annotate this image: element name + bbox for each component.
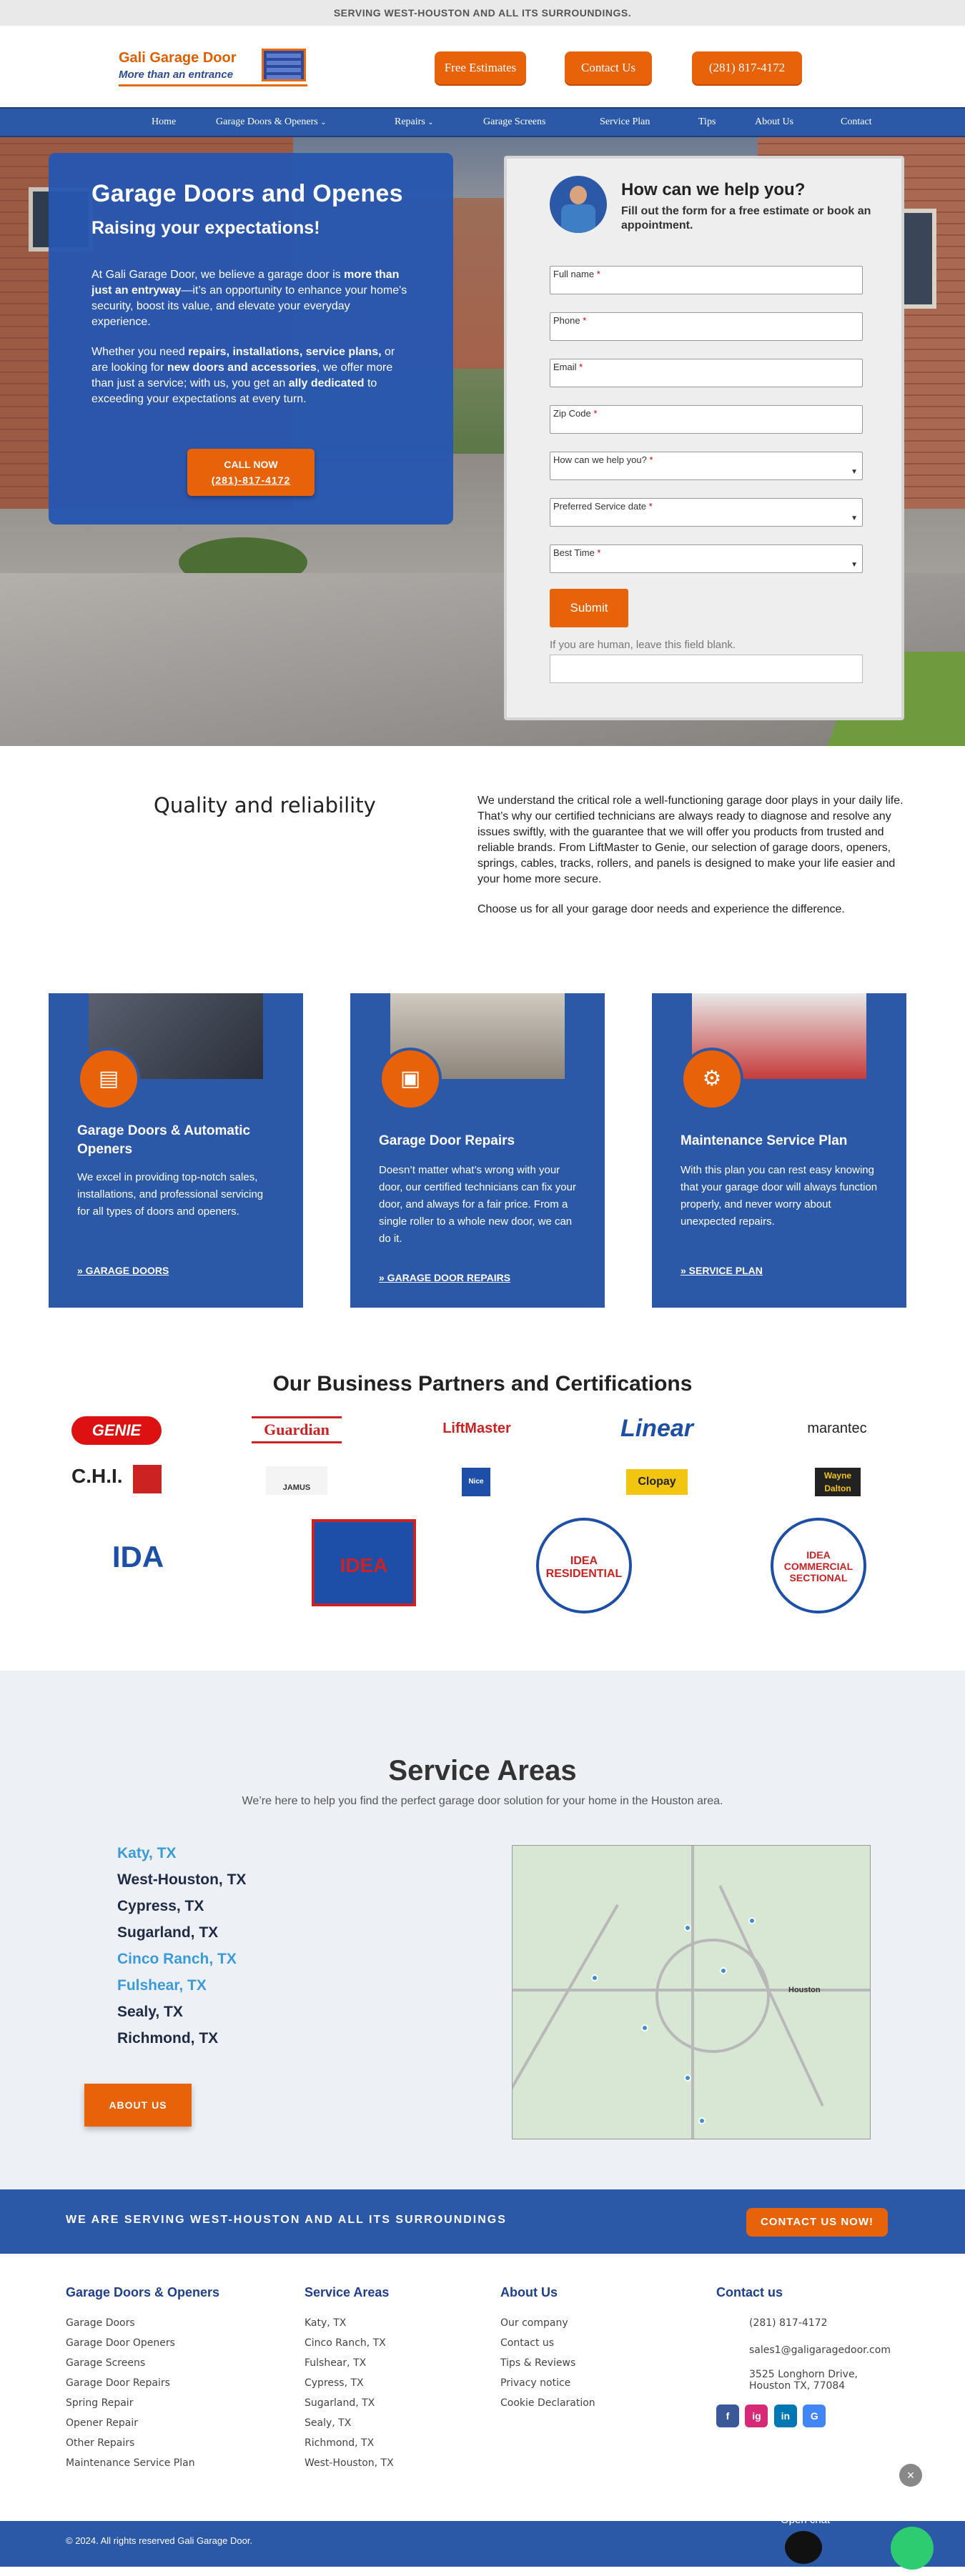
hero-subtitle: Raising your expectations! (91, 218, 320, 238)
wayne-dalton-logo: Wayne Dalton (815, 1468, 861, 1496)
map-pin[interactable] (698, 2117, 706, 2124)
quality-text (477, 793, 906, 917)
site-logo[interactable] (119, 46, 309, 91)
full-name-field[interactable] (550, 266, 863, 294)
field-label-text: Zip Code (553, 408, 591, 419)
footer-email[interactable]: sales1@galigaragedoor.com (749, 2344, 891, 2356)
clopay-logo: Clopay (626, 1469, 688, 1495)
required-mark: * (579, 362, 583, 372)
call-now-phone: (281)-817-4172 (211, 474, 291, 486)
service-date-select[interactable] (550, 498, 863, 527)
jamus-logo: JAMUS (266, 1466, 327, 1495)
service-card-title: Garage Doors & Automatic Openers (77, 1123, 251, 1157)
footer-link-list (66, 2313, 219, 2473)
service-area-item[interactable]: Sugarland, TX (117, 1924, 219, 1941)
serving-band (0, 2189, 965, 2254)
field-label (553, 408, 597, 419)
linear-logo: Linear (620, 1415, 694, 1442)
chevron-down-icon: ▼ (851, 561, 858, 569)
remote-icon: ▣ (379, 1048, 442, 1110)
hero-text-bold: ally dedicated (288, 377, 365, 389)
guardian-logo: Guardian (252, 1416, 342, 1443)
map-pin[interactable] (748, 1917, 756, 1924)
serving-band-text: WE ARE SERVING WEST-HOUSTON AND ALL ITS SURROUNDINGS (66, 2214, 507, 2226)
field-label-text: Email (553, 362, 577, 372)
hero-text: —it’s an opportunity to enhance your home's security, boost its value, and elevate your everyday experience. (91, 284, 407, 328)
footer-link[interactable]: Garage Door Openers (66, 2337, 175, 2349)
genie-logo: GENIE (71, 1416, 162, 1445)
field-label (553, 362, 583, 372)
quality-title: Quality and reliability (154, 793, 376, 817)
service-card-title: Garage Door Repairs (379, 1133, 515, 1148)
service-card-description: With this plan you can rest easy knowing that your garage door will always function properly, and never worry about unexpected repairs. (681, 1164, 878, 1228)
top-announcement-bar: SERVING WEST-HOUSTON AND ALL ITS SURROUNDINGS. (0, 0, 965, 26)
map-beltway (655, 1939, 770, 2053)
footer-col-title: Service Areas (305, 2285, 390, 2299)
nav-service-plan[interactable]: Service Plan (600, 116, 650, 127)
field-label (553, 454, 653, 465)
service-card (49, 993, 303, 1308)
form-title: How can we help you? (621, 180, 806, 199)
footer-phone[interactable]: (281) 817-4172 (749, 2317, 828, 2329)
marantec-logo: marantec (807, 1421, 867, 1436)
footer-link[interactable]: Garage Screens (66, 2357, 146, 2369)
map-pin[interactable] (684, 2074, 691, 2082)
call-now-label: CALL NOW (224, 459, 278, 470)
quality-paragraph: We understand the critical role a well-functioning garage door plays in your daily life. That’s why our certified technicians are always ready to diagnose and resolve any issues swiftly, with the guarantee that we will offer you products from trusted and reliable brands. From LiftMaster to Genie, our selection of garage doors, openers, springs, cables, tracks, rollers, and panels is designed to make your life easier and your home more secure. (477, 795, 904, 885)
field-label (553, 269, 600, 279)
footer-col-areas (305, 2285, 394, 2473)
open-chat-label: Open chat (781, 2514, 831, 2526)
hero-text-bold: repairs, installations, service plans, (188, 346, 382, 358)
garage-door-repairs-link[interactable]: » GARAGE DOOR REPAIRS (379, 1272, 511, 1283)
footer-col-title: Garage Doors & Openers (66, 2285, 220, 2299)
service-area-item[interactable]: Fulshear, TX (117, 1977, 207, 1994)
nav-garage-screens[interactable]: Garage Screens (483, 116, 546, 127)
hero-title: Garage Doors and Openes (91, 180, 403, 207)
required-mark: * (593, 408, 598, 419)
service-area-item[interactable]: Sealy, TX (117, 2004, 183, 2020)
gear-icon: ⚙ (681, 1048, 743, 1110)
call-now-button[interactable] (187, 449, 315, 496)
footer-link[interactable]: Our company (500, 2317, 568, 2329)
form-subtitle: Fill out the form for a free estimate or book an appointment. (621, 205, 871, 232)
footer-link[interactable]: Contact us (500, 2337, 555, 2349)
footer-link[interactable]: Cinco Ranch, TX (305, 2337, 386, 2349)
honeypot-label: If you are human, leave this field blank. (550, 639, 736, 651)
required-mark: * (597, 547, 601, 558)
nice-logo: Nice (462, 1468, 490, 1496)
nav-tips[interactable]: Tips (698, 116, 716, 127)
footer-col-about (500, 2285, 595, 2413)
garage-doors-link[interactable]: » GARAGE DOORS (77, 1265, 169, 1276)
instagram-icon[interactable]: ig (745, 2405, 768, 2427)
footer-link[interactable]: Sugarland, TX (305, 2397, 375, 2409)
footer-link[interactable]: Spring Repair (66, 2397, 134, 2409)
services-cards (0, 993, 965, 1351)
help-type-select[interactable] (550, 452, 863, 480)
copyright-bar (0, 2514, 965, 2567)
about-us-button[interactable]: ABOUT US (84, 2084, 192, 2127)
logo-name: Gali Garage Door (119, 50, 237, 66)
service-area-map[interactable] (512, 1845, 871, 2139)
partners-title: Our Business Partners and Certifications (272, 1372, 693, 1396)
map-pin[interactable] (684, 1924, 691, 1931)
footer-link[interactable]: Tips & Reviews (500, 2357, 576, 2369)
nav-repairs[interactable] (395, 109, 434, 136)
field-label (553, 501, 653, 512)
phone-button[interactable]: (281) 817-4172 (692, 51, 802, 84)
footer-col-contact (716, 2285, 891, 2427)
footer-link[interactable]: Garage Door Repairs (66, 2377, 170, 2389)
service-area-item[interactable]: Cypress, TX (117, 1898, 204, 1914)
required-mark: * (648, 501, 653, 512)
service-area-item[interactable]: Katy, TX (117, 1845, 177, 1861)
chat-bubble-icon[interactable] (785, 2531, 822, 2564)
footer-link-list (500, 2313, 595, 2413)
nav-garage-doors-openers[interactable] (216, 109, 327, 136)
field-label (553, 547, 600, 558)
ida-logo: IDA (112, 1540, 164, 1573)
map-city-label: Houston (788, 1986, 821, 1994)
honeypot-field[interactable] (550, 655, 863, 683)
main-navigation (0, 107, 965, 137)
hero-text: to exceeding your expectations at every turn. (91, 377, 377, 405)
service-areas-section (0, 1671, 965, 2189)
service-card-description: We excel in providing top-notch sales, installations, and professional servicing for all types of doors and openers. (77, 1171, 264, 1218)
footer-link[interactable]: Sealy, TX (305, 2417, 352, 2429)
map-pin[interactable] (591, 1974, 598, 1981)
hero-section (0, 137, 965, 746)
chevron-down-icon: ▼ (851, 468, 858, 476)
nav-repairs-label: Repairs (395, 116, 425, 127)
garage-door-logo-icon (262, 49, 306, 81)
footer-link-list (305, 2313, 394, 2473)
field-label-text: How can we help you? (553, 454, 647, 465)
footer-address-line: Houston TX, 77084 (749, 2380, 846, 2392)
required-mark: * (583, 315, 587, 326)
google-icon[interactable]: G (803, 2405, 826, 2427)
zip-code-field[interactable] (550, 405, 863, 434)
service-areas-title: Service Areas (388, 1755, 577, 1786)
hero-text: At Gali Garage Door, we believe a garage door is (91, 269, 345, 281)
idea-commercial-seal: IDEA COMMERCIAL SECTIONAL (771, 1518, 866, 1613)
footer-link[interactable]: Maintenance Service Plan (66, 2457, 195, 2469)
footer-link[interactable]: Richmond, TX (305, 2437, 375, 2449)
site-footer (0, 2254, 965, 2521)
phone-field[interactable] (550, 312, 863, 341)
quality-paragraph: Choose us for all your garage door needs and experience the difference. (477, 903, 845, 915)
footer-link[interactable]: West-Houston, TX (305, 2457, 394, 2469)
chi-logo: C.H.I. (71, 1465, 162, 1493)
footer-link[interactable]: Cypress, TX (305, 2377, 364, 2389)
contact-us-button[interactable]: Contact Us (565, 51, 652, 84)
nav-garage-doors-openers-label: Garage Doors & Openers (216, 116, 318, 127)
hero-text: Whether you need (91, 346, 189, 358)
service-card-title: Maintenance Service Plan (681, 1133, 848, 1148)
service-area-item[interactable]: Cinco Ranch, TX (117, 1951, 237, 1967)
best-time-select[interactable] (550, 544, 863, 573)
hero-text-bold: more than just an entryway (91, 269, 400, 297)
footer-col-title: About Us (500, 2285, 558, 2299)
hero-paragraph-1 (91, 267, 410, 330)
footer-col-title: Contact us (716, 2285, 783, 2299)
copyright-text: © 2024. All rights reserved Gali Garage Door. (66, 2535, 253, 2546)
email-field[interactable] (550, 359, 863, 387)
service-card (652, 993, 906, 1308)
nav-about-us[interactable]: About Us (755, 116, 794, 127)
chevron-down-icon: ▼ (851, 514, 858, 522)
required-mark: * (596, 269, 600, 279)
footer-link[interactable]: Garage Doors (66, 2317, 135, 2329)
field-label-text: Preferred Service date (553, 501, 647, 512)
service-card (350, 993, 605, 1308)
field-label-text: Best Time (553, 547, 595, 558)
technician-avatar (550, 176, 607, 233)
nav-home[interactable]: Home (152, 116, 177, 127)
footer-link[interactable]: Other Repairs (66, 2437, 135, 2449)
nav-contact[interactable]: Contact (841, 116, 872, 127)
contact-us-now-button[interactable]: CONTACT US NOW! (746, 2208, 888, 2237)
partners-section (0, 1351, 965, 1671)
footer-link[interactable]: Katy, TX (305, 2317, 347, 2329)
required-mark: * (649, 454, 653, 465)
footer-link[interactable]: Privacy notice (500, 2377, 571, 2389)
linkedin-icon[interactable]: in (774, 2405, 797, 2427)
close-icon[interactable]: × (899, 2464, 922, 2487)
contact-form (504, 156, 904, 720)
footer-link[interactable]: Opener Repair (66, 2417, 139, 2429)
quality-section (0, 746, 965, 993)
facebook-icon[interactable]: f (716, 2405, 739, 2427)
logo-underline (119, 84, 307, 86)
hero-text: , we offer more than just a service; with us, you get an (91, 362, 393, 389)
map-pin[interactable] (720, 1967, 727, 1974)
logo-tagline: More than an entrance (119, 69, 234, 81)
chevron-down-icon: ⌄ (427, 119, 434, 126)
footer-col-doors (66, 2285, 219, 2473)
map-road (512, 1904, 619, 2116)
idea-residential-seal: IDEA RESIDENTIAL (536, 1518, 632, 1613)
liftmaster-logo: LiftMaster (442, 1421, 511, 1436)
hero-paragraph-2 (91, 344, 410, 407)
service-plan-link[interactable]: » SERVICE PLAN (681, 1265, 763, 1276)
service-area-item[interactable]: Richmond, TX (117, 2030, 219, 2047)
garage-door-icon: ▤ (77, 1048, 140, 1110)
footer-link[interactable]: Fulshear, TX (305, 2357, 367, 2369)
field-label-text: Phone (553, 315, 580, 326)
chat-launcher-button[interactable] (891, 2527, 934, 2570)
service-card-description: Doesn’t matter what’s wrong with your door, our certified technicians can fix your door, and always for a fair price. From a single roller to a whole new door, we can do it. (379, 1164, 576, 1245)
idea-logo: IDEA (312, 1519, 416, 1606)
submit-button[interactable]: Submit (550, 589, 628, 627)
hero-text-bold: new doors and accessories (167, 362, 317, 374)
service-area-item[interactable]: West-Houston, TX (117, 1871, 247, 1888)
field-label (553, 315, 586, 326)
map-pin[interactable] (641, 2024, 648, 2032)
chevron-down-icon: ⌄ (320, 119, 327, 126)
field-label-text: Full name (553, 269, 595, 279)
footer-link[interactable]: Cookie Declaration (500, 2397, 595, 2409)
free-estimates-button[interactable]: Free Estimates (435, 51, 526, 84)
service-areas-subtitle: We’re here to help you find the perfect garage door solution for your home in the Houston area. (242, 1795, 723, 1807)
footer-address-line: 3525 Longhorn Drive, (749, 2369, 858, 2380)
hero-text: or are looking for (91, 346, 395, 374)
site-header (0, 26, 965, 107)
hero-intro-box (49, 153, 453, 524)
